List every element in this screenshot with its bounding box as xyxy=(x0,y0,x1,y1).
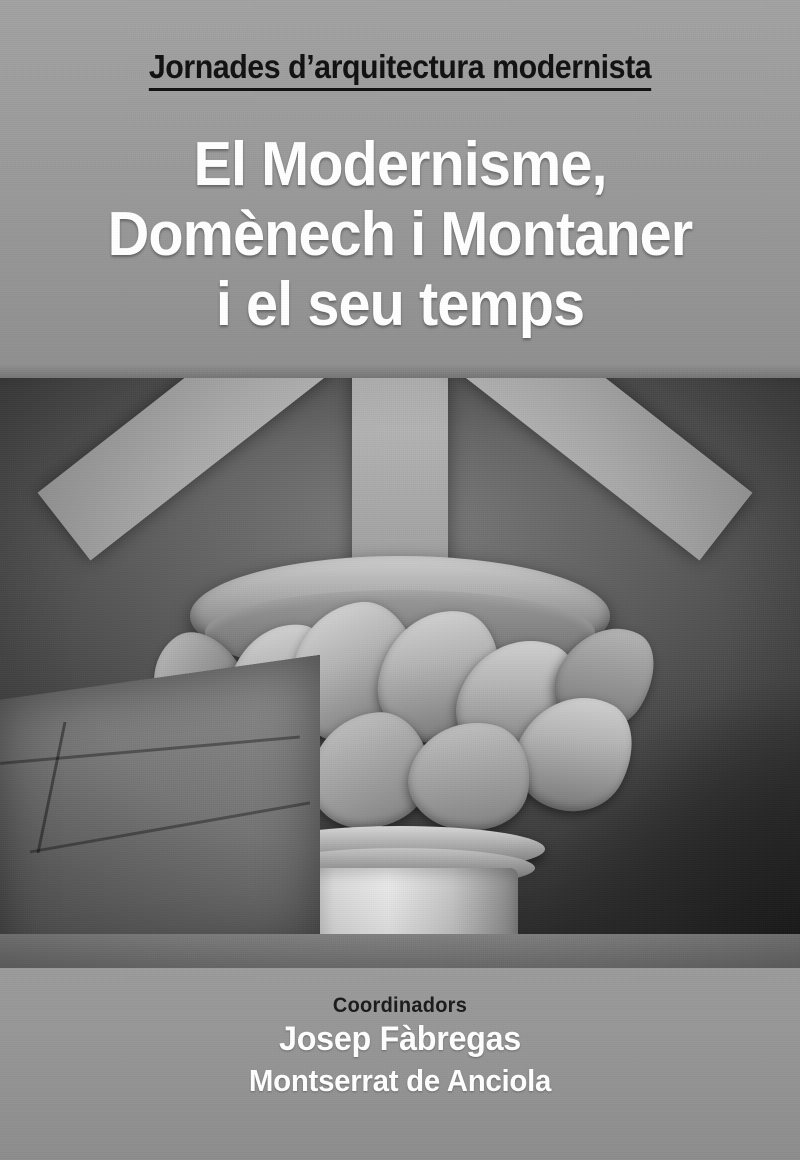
credits-band xyxy=(0,968,800,1160)
page-title-line-3: i el seu temps xyxy=(215,270,585,339)
coordinators-label: Coordinadors xyxy=(332,994,468,1017)
coordinator-name-1: Josep Fàbregas xyxy=(279,1020,521,1058)
photo-vignette xyxy=(0,378,800,968)
coordinator-name-2: Montserrat de Anciola xyxy=(248,1063,552,1098)
cover-photograph xyxy=(0,378,800,968)
page-title-line-1: El Modernisme, xyxy=(193,130,607,199)
page-title-line-2: Domènech i Montaner xyxy=(107,200,693,269)
series-kicker-text: Jornades d’arquitectura modernista xyxy=(149,48,651,91)
page-title xyxy=(28,130,772,340)
series-kicker xyxy=(32,48,768,86)
title-band xyxy=(0,0,800,378)
